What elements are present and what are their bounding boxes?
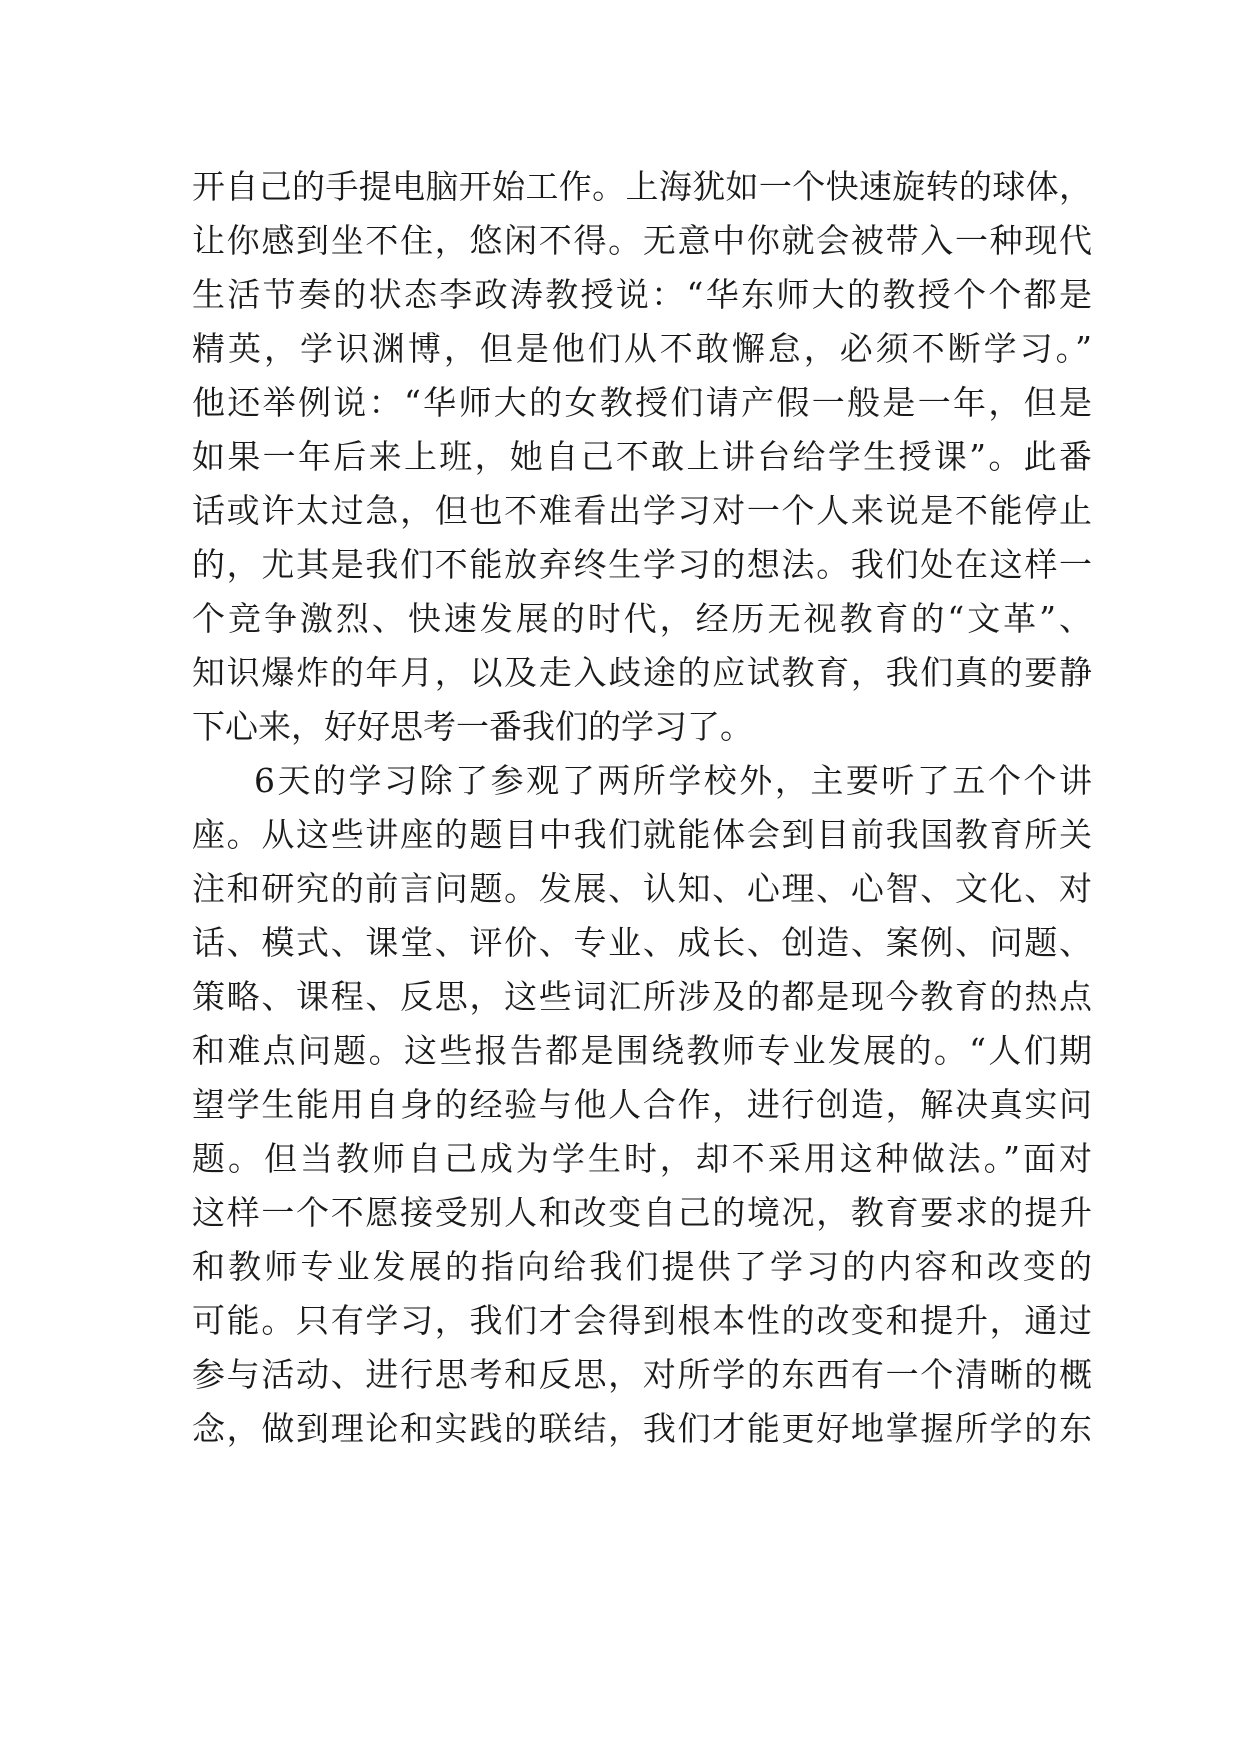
text-line: 他还举例说：“华师大的女教授们请产假一般是一年，但是 — [192, 383, 1092, 422]
text-line: 注和研究的前言问题。发展、认知、心理、心智、文化、对 — [192, 869, 1092, 908]
text-line: 可能。只有学习，我们才会得到根本性的改变和提升，通过 — [192, 1301, 1092, 1340]
text-line: 话或许太过急，但也不难看出学习对一个人来说是不能停止 — [192, 491, 1092, 530]
text-line: 和难点问题。这些报告都是围绕教师专业发展的。“人们期 — [192, 1031, 1092, 1070]
text-line: 的，尤其是我们不能放弃终生学习的想法。我们处在这样一 — [192, 545, 1092, 584]
text-line: 念，做到理论和实践的联结，我们才能更好地掌握所学的东 — [192, 1409, 1092, 1448]
document-body — [192, 160, 1092, 1456]
text-line: 题。但当教师自己成为学生时，却不采用这种做法。”面对 — [192, 1139, 1092, 1178]
text-line: 开自己的手提电脑开始工作。上海犹如一个快速旋转的球体， — [192, 167, 1092, 206]
text-line: 座。从这些讲座的题目中我们就能体会到目前我国教育所关 — [192, 815, 1092, 854]
text-line: 生活节奏的状态李政涛教授说：“华东师大的教授个个都是 — [192, 275, 1092, 314]
text-line: 这样一个不愿接受别人和改变自己的境况，教育要求的提升 — [192, 1193, 1092, 1232]
text-line: 6天的学习除了参观了两所学校外，主要听了五个个讲 — [254, 761, 1092, 800]
paragraph-2 — [192, 754, 1092, 1456]
text-line: 参与活动、进行思考和反思，对所学的东西有一个清晰的概 — [192, 1355, 1092, 1394]
text-line: 和教师专业发展的指向给我们提供了学习的内容和改变的 — [192, 1247, 1092, 1286]
text-line: 下心来，好好思考一番我们的学习了。 — [192, 707, 753, 746]
text-line: 让你感到坐不住，悠闲不得。无意中你就会被带入一种现代 — [192, 221, 1092, 260]
text-line: 策略、课程、反思，这些词汇所涉及的都是现今教育的热点 — [192, 977, 1092, 1016]
paragraph-1 — [192, 160, 1092, 754]
text-line: 个竞争激烈、快速发展的时代，经历无视教育的“文革”、 — [192, 599, 1092, 638]
text-line: 话、模式、课堂、评价、专业、成长、创造、案例、问题、 — [192, 923, 1092, 962]
text-line: 如果一年后来上班，她自己不敢上讲台给学生授课”。此番 — [192, 437, 1092, 476]
text-line: 望学生能用自身的经验与他人合作，进行创造，解决真实问 — [192, 1085, 1092, 1124]
text-line: 精英，学识渊博，但是他们从不敢懈怠，必须不断学习。” — [192, 329, 1092, 368]
text-line: 知识爆炸的年月，以及走入歧途的应试教育，我们真的要静 — [192, 653, 1092, 692]
